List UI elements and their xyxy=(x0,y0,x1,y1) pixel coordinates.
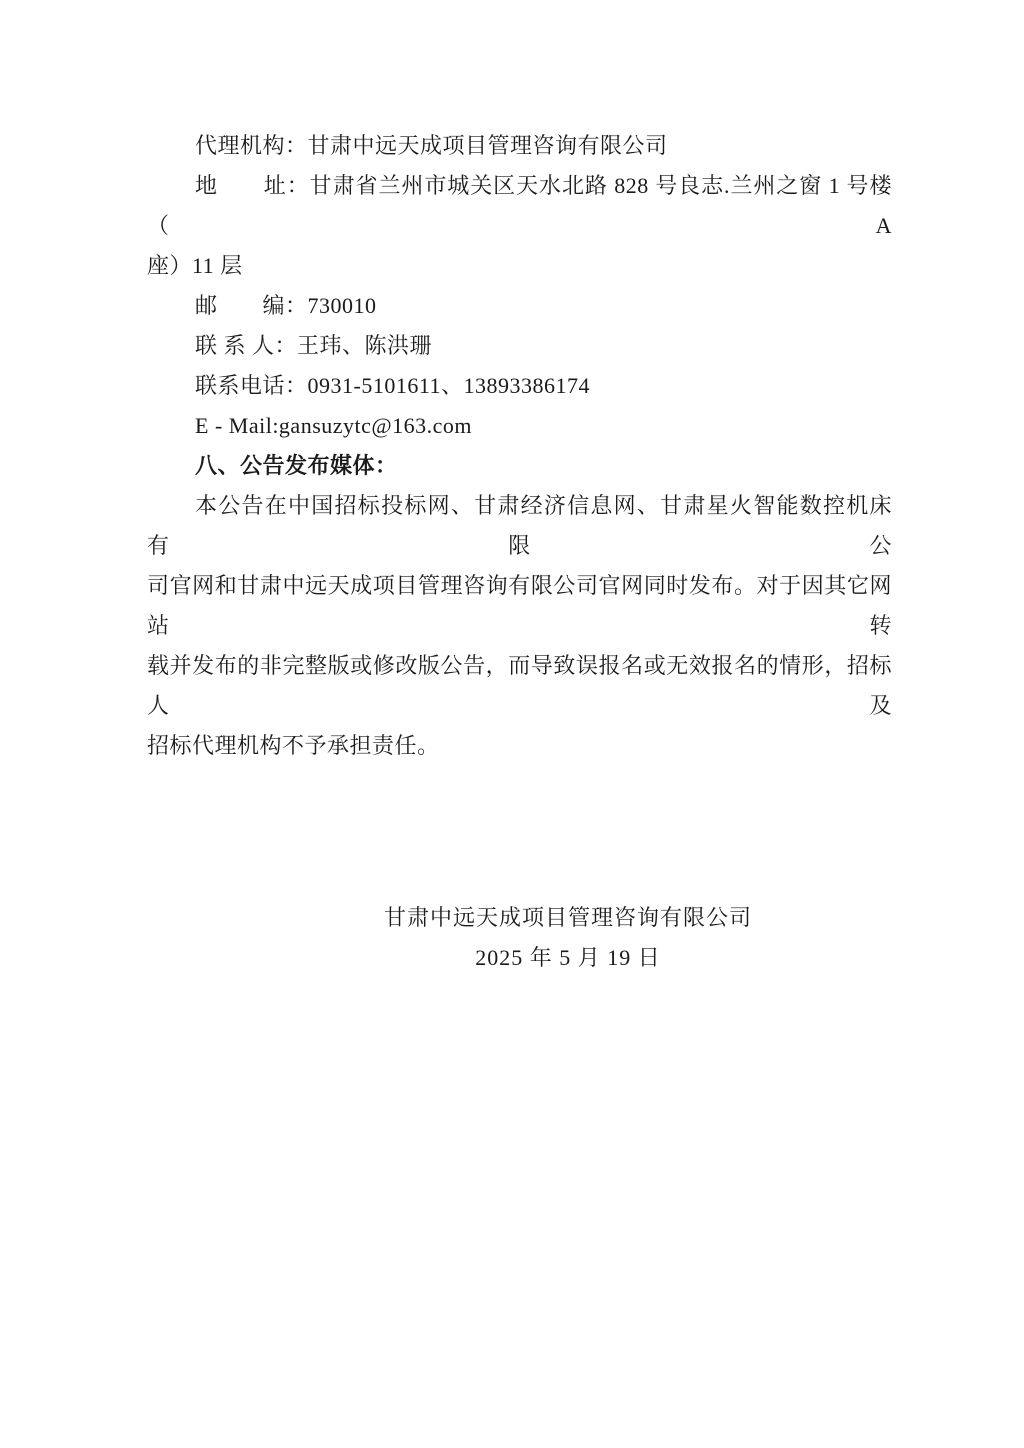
body-line-1: 本公告在中国招标投标网、甘肃经济信息网、甘肃星火智能数控机床有限公 xyxy=(147,493,892,558)
signature-block xyxy=(384,898,752,978)
body-line-3: 载并发布的非完整版或修改版公告，而导致误报名或无效报名的情形，招标人及 xyxy=(147,653,892,718)
section-heading: 八、公告发布媒体： xyxy=(195,453,398,478)
email-line: E - Mail:gansuzytc@163.com xyxy=(195,413,473,438)
contacts-line: 联 系 人：王玮、陈洪珊 xyxy=(195,333,433,358)
address-line-2: 座）11 层 xyxy=(147,253,243,278)
agency-line: 代理机构：甘肃中远天成项目管理咨询有限公司 xyxy=(195,133,668,158)
signature-date: 2025 年 5 月 19 日 xyxy=(475,945,661,970)
body-line-4: 招标代理机构不予承担责任。 xyxy=(147,733,440,758)
signature-company: 甘肃中远天成项目管理咨询有限公司 xyxy=(383,905,752,930)
postcode-line: 邮 编：730010 xyxy=(195,293,377,318)
phone-line: 联系电话：0931-5101611、13893386174 xyxy=(195,373,591,398)
address-line-1: 地 址：甘肃省兰州市城关区天水北路 828 号良志.兰州之窗 1 号楼（A xyxy=(147,173,892,238)
body-line-2: 司官网和甘肃中远天成项目管理咨询有限公司官网同时发布。对于因其它网站转 xyxy=(147,573,892,638)
